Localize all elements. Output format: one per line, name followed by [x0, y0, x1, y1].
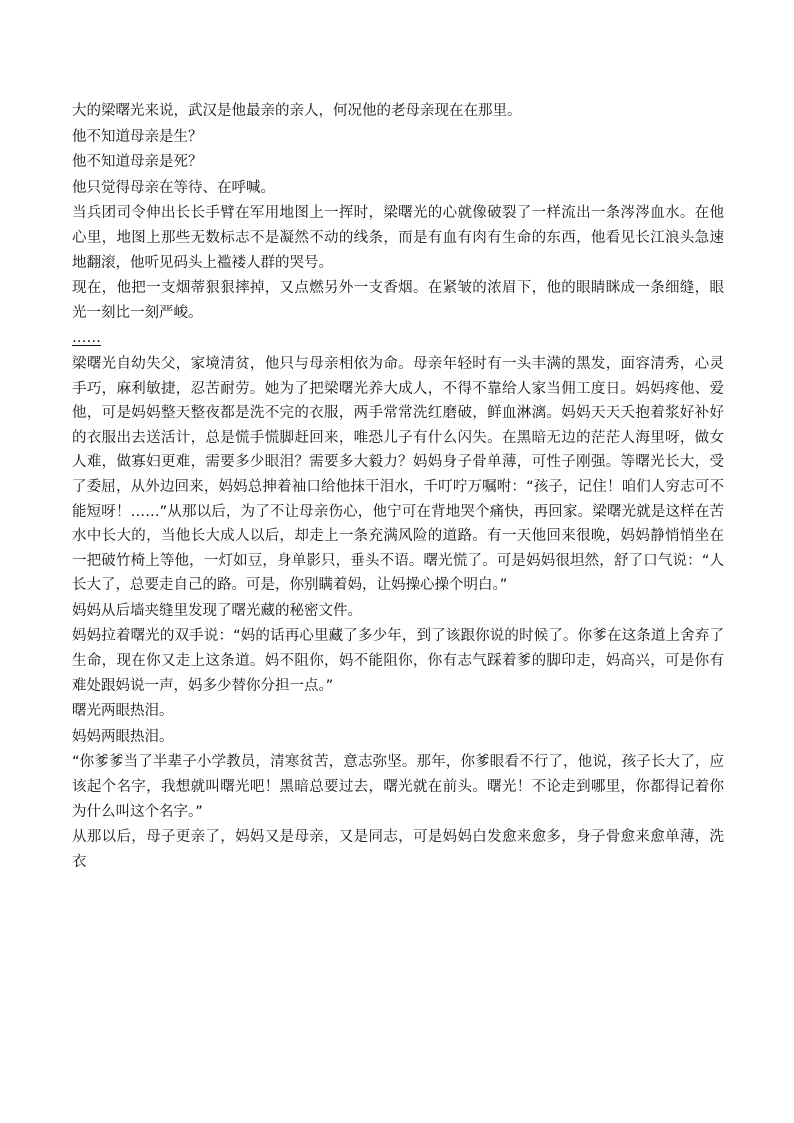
paragraph: 从那以后，母子更亲了，妈妈又是母亲，又是同志，可是妈妈白发愈来愈多，身子骨愈来愈单薄，洗衣: [72, 829, 724, 870]
paragraph: 他不知道母亲是生？: [72, 128, 203, 145]
paragraph: 妈妈从后墙夹缝里发现了曙光藏的秘密文件。: [72, 602, 362, 619]
paragraph: 现在，他把一支烟蒂狠狠摔掉，又点燃另外一支香烟。在紧皱的浓眉下，他的眼睛眯成一条细缝，眼光一刻比一刻严峻。: [72, 280, 724, 321]
paragraph: 妈妈拉着曙光的双手说：“妈的话再心里藏了多少年，到了该跟你说的时候了。你爹在这条道上舍弃了生命，现在你又走上这条道。妈不阻你，妈不能阻你，你有志气踩着爹的脚印走，妈高兴，可是你有难处跟妈说一声，妈多少替你分担一点。”: [72, 628, 724, 694]
paragraph: 他不知道母亲是死？: [72, 154, 203, 171]
paragraph: 他只觉得母亲在等待、在呼喊。: [72, 179, 275, 196]
paragraph: “你爹爹当了半辈子小学教员，清寒贫苦，意志弥坚。那年，你爹眼看不行了，他说，孩子长大了，应该起个名字，我想就叫曙光吧！黑暗总要过去，曙光就在前头。曙光！不论走到哪里，你都得记着你为什么叫这个名字。”: [72, 754, 724, 820]
paragraph: 大的梁曙光来说，武汉是他最亲的亲人，何况他的老母亲现在在那里。: [72, 103, 522, 119]
section-break: [72, 326, 724, 351]
paragraph: 妈妈两眼热泪。: [72, 728, 174, 745]
ellipsis-marker: ……: [72, 330, 101, 347]
paragraph: 当兵团司令伸出长长手臂在军用地图上一挥时，梁曙光的心就像破裂了一样流出一条涔涔血水。在他心里，地图上那些无数标志不是凝然不动的线条，而是有血有肉有生命的东西，他看见长江浪头急速地翻滚，他听见码头上褴褛人群的哭号。: [72, 205, 724, 271]
paragraph: 曙光两眼热泪。: [72, 703, 174, 720]
document-body: [72, 99, 724, 875]
paragraph: 梁曙光自幼失父，家境清贫，他只与母亲相依为命。母亲年轻时有一头丰满的黑发，面容清秀，心灵手巧，麻利敏捷，忍苦耐劳。她为了把梁曙光养大成人，不得不靠给人家当佣工度日。妈妈疼他、爱他，可是妈妈整天整夜都是洗不完的衣服，两手常常洗红磨破，鲜血淋漓。妈妈天天夭抱着浆好补好的衣服出去送活计，总是慌手慌脚赶回来，唯恐儿子有什么闪失。在黑暗无边的茫茫人海里呀，做女人难，做寡妇更难，需要多少眼泪？需要多大毅力？妈妈身子骨单薄，可性子刚强。等曙光长大，受了委屈，从外边回来，妈妈总抻着袖口给他抹干泪水，千叮咛万嘱咐：“孩子，记住！咱们人穷志可不能短呀！……”从那以后，为了不让母亲伤心，他宁可在背地哭个痛快，再回家。梁曙光就是这样在苦水中长大的，当他长大成人以后，却走上一条充满风险的道路。有一天他回来很晚，妈妈静悄悄坐在一把破竹椅上等他，一灯如豆，身单影只，垂头不语。曙光慌了。可是妈妈很坦然，舒了口气说：“人长大了，总要走自己的路。可是，你别瞒着妈，让妈操心操个明白。”: [72, 355, 724, 594]
